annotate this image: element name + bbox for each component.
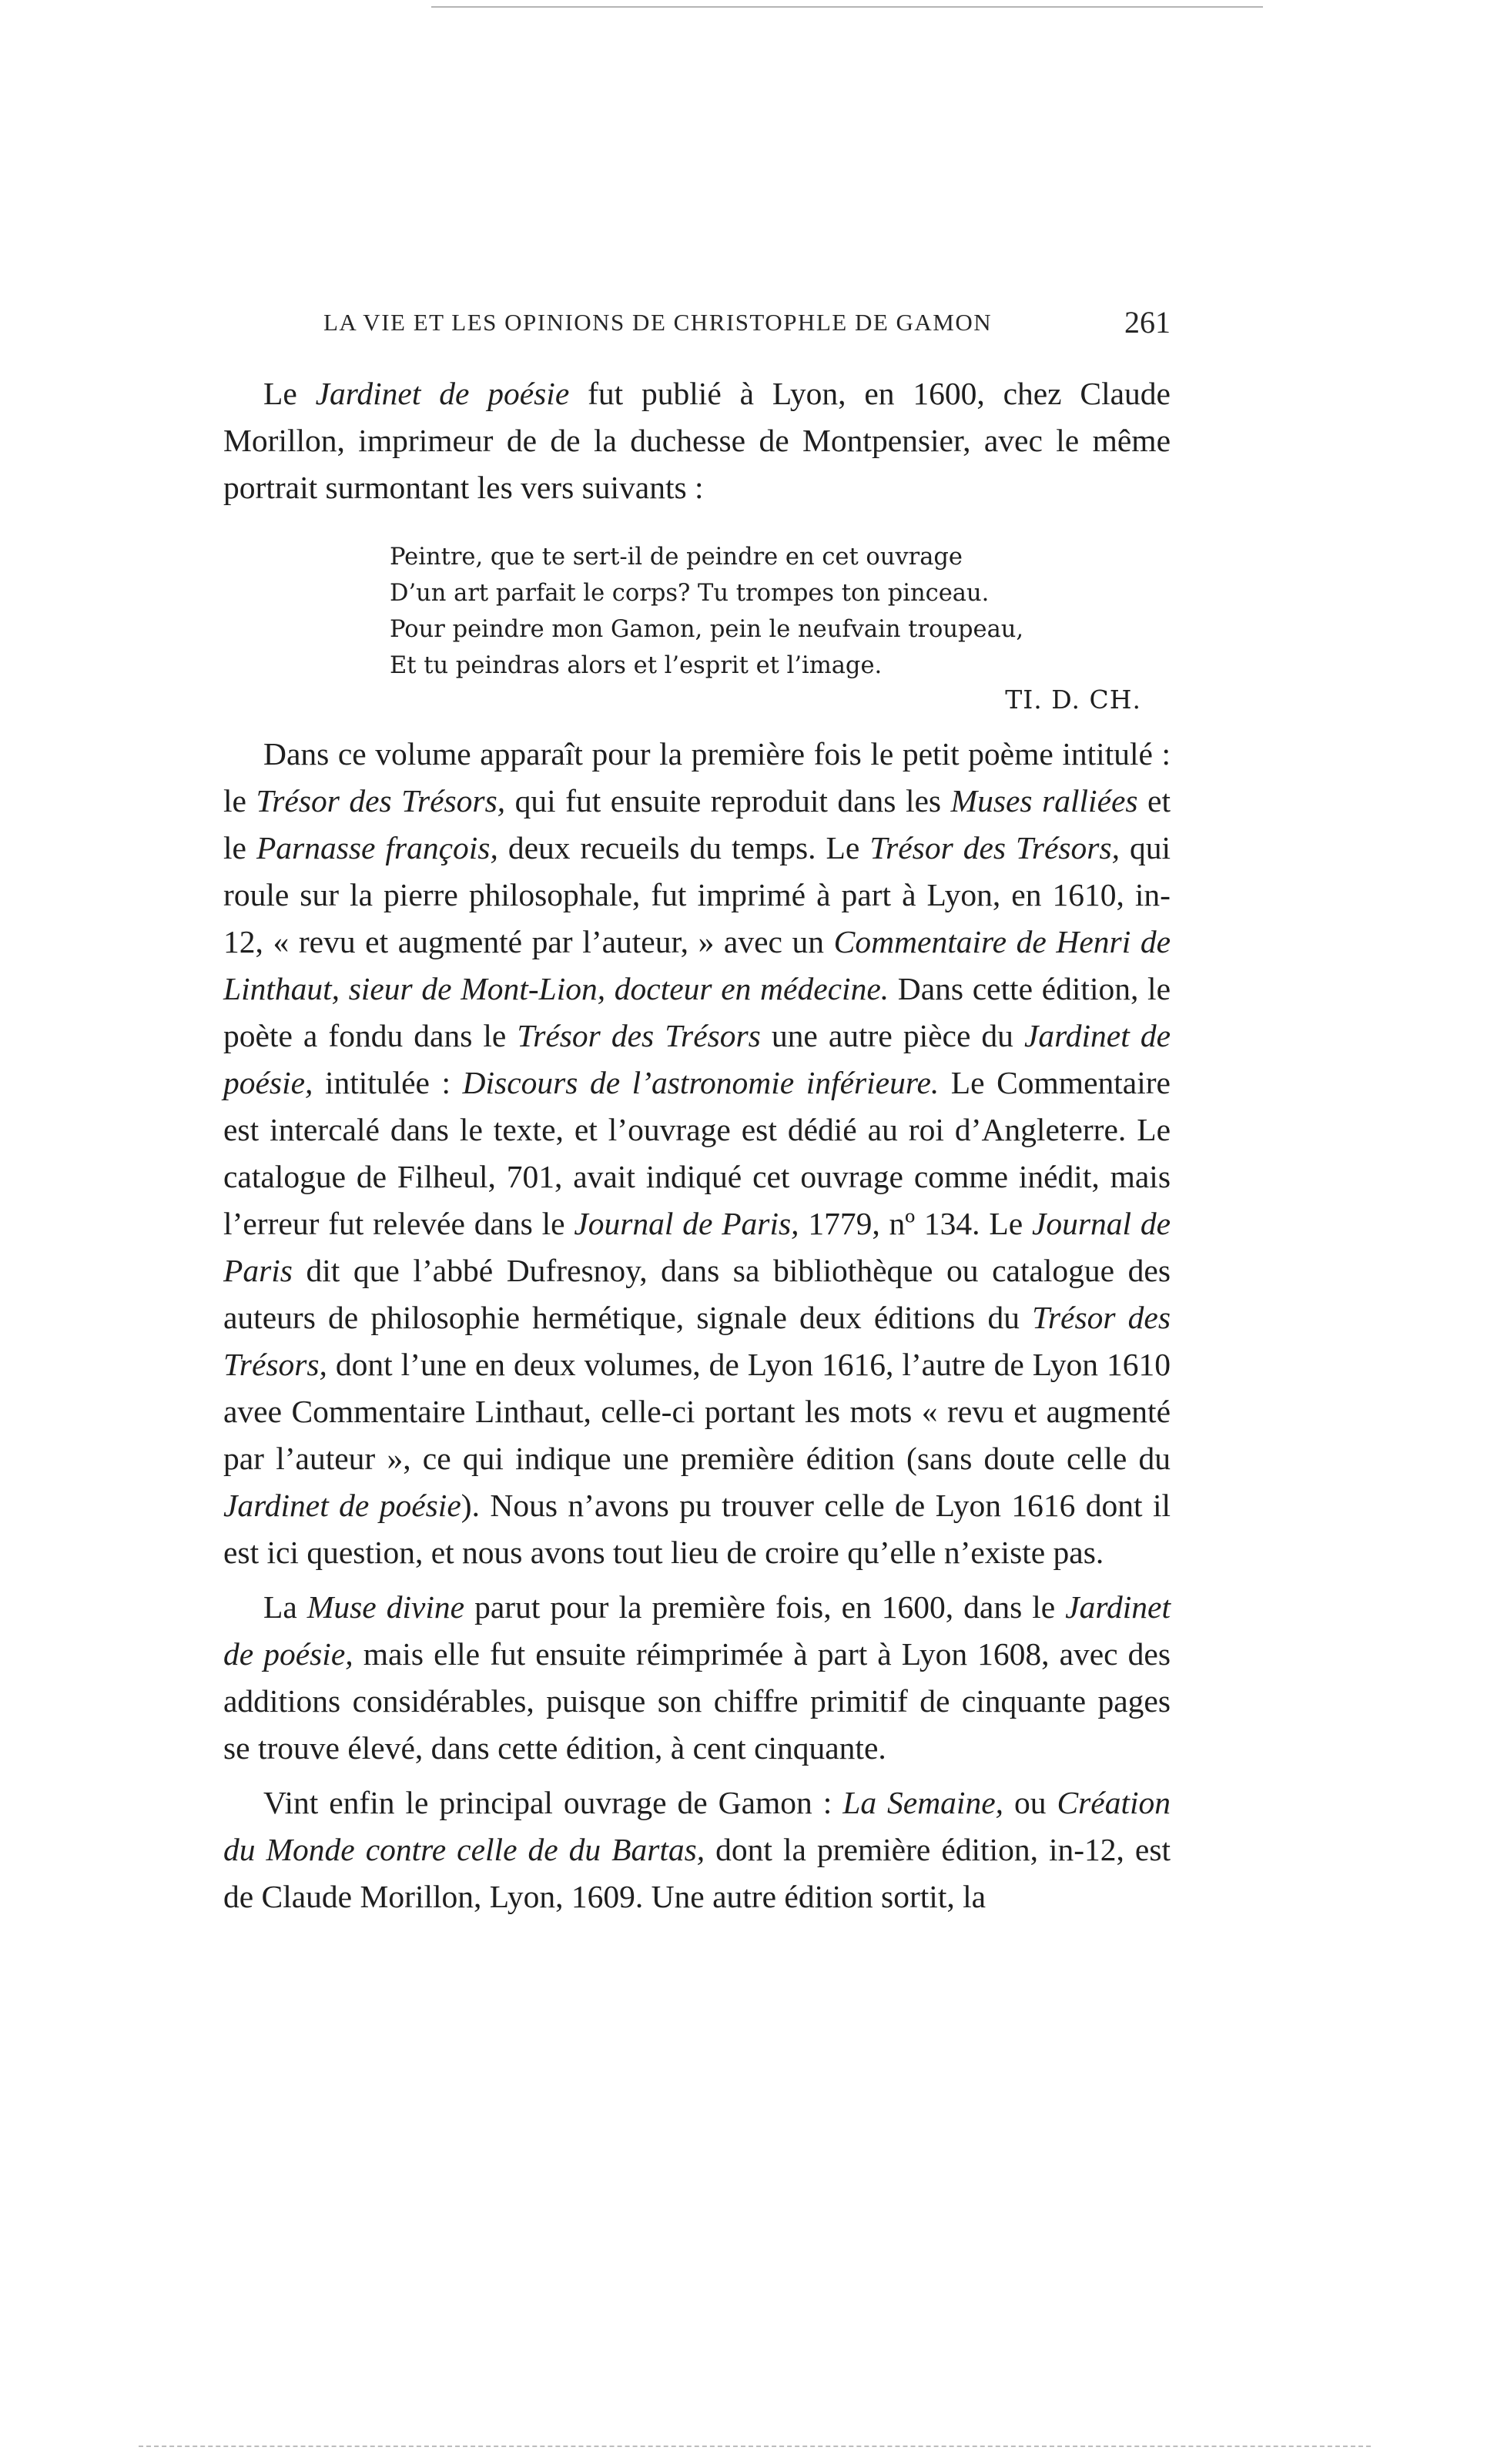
verse-line: D’un art parfait le corps? Tu trompes ton pinceau. <box>390 580 990 607</box>
book-title: Parnasse françois, <box>256 830 498 865</box>
top-scan-rule <box>431 6 1263 8</box>
text-run: dit que l’abbé Dufresnoy, dans sa bibliothèque ou catalogue des auteurs de philosophie hermétique, signale deux éditions du <box>223 1253 1171 1335</box>
text-run: La <box>263 1589 307 1625</box>
text-run: Dans cette édition, le poète a fondu dans le <box>223 971 1171 1053</box>
paragraph-muse-divine <box>223 1584 1171 1772</box>
running-head <box>223 304 1171 347</box>
book-title: Jardinet de poésie <box>315 376 570 411</box>
paragraph-la-semaine <box>223 1779 1171 1920</box>
book-title: Commentaire de Henri de Linthaut, sieur de Mont-Lion, docteur en médecine. <box>223 924 1171 1006</box>
paragraph-jardinet-publication <box>223 370 1171 511</box>
text-run: fut publié à Lyon, en 1600, chez Claude Morillon, imprimeur de de la duchesse de Montpensier, avec le même portrait surmontant les vers suivants : <box>223 376 1171 505</box>
running-title: LA VIE ET LES OPINIONS DE CHRISTOPHLE DE GAMON <box>323 309 993 336</box>
text-run: 1779, nº 134. Le <box>799 1206 1032 1241</box>
book-title: Journal de Paris, <box>574 1206 799 1241</box>
text-run: ). Nous n’avons pu trouver celle de Lyon 1616 dont il est ici question, et nous avons tout lieu de croire qu’elle n’existe pas. <box>223 1488 1171 1570</box>
book-title: Journal de Paris <box>223 1206 1171 1288</box>
page-number: 261 <box>1124 305 1171 340</box>
book-title: Muses ralliées <box>950 783 1138 819</box>
book-title: Muse divine <box>306 1589 465 1625</box>
text-run: et le <box>223 783 1171 865</box>
text-run: Dans ce volume apparaît pour la première fois le petit poème intitulé : le <box>223 736 1171 819</box>
verse-line: Peintre, que te sert-il de peindre en cet ouvrage <box>390 544 963 571</box>
book-title: Jardinet de poésie <box>223 1488 461 1523</box>
text-run: ou <box>1003 1785 1057 1820</box>
book-title: Trésor des Trésors, <box>256 783 506 819</box>
verse-attribution: TI. D. CH. <box>1005 685 1141 715</box>
text-run: deux recueils du temps. Le <box>497 830 870 865</box>
book-title: Trésor des Trésors, <box>869 830 1120 865</box>
text-run: dont l’une en deux volumes, de Lyon 1616, l’autre de Lyon 1610 avee Commentaire Linthaut, celle-ci portant les mots « revu et augmenté par l’auteur », ce qui indique une première édition (sans doute celle du <box>223 1347 1171 1476</box>
book-page <box>223 304 1171 1920</box>
text-run: intitulée : <box>313 1065 463 1100</box>
verse-line: Et tu peindras alors et l’esprit et l’image. <box>390 652 883 679</box>
book-title: Jardinet de poésie, <box>223 1018 1171 1100</box>
book-title: Trésor des Trésors, <box>223 1300 1171 1382</box>
book-title: Création du Monde contre celle de du Bartas, <box>223 1785 1171 1867</box>
text-run: Le Commentaire est intercalé dans le texte, et l’ouvrage est dédié au roi d’Angleterre. Le catalogue de Filheul, 701, avait indiqué cet ouvrage comme inédit, mais l’erreur fut relevée dans le <box>223 1065 1171 1241</box>
text-run: Vint enfin le principal ouvrage de Gamon : <box>263 1785 843 1820</box>
text-run: Le <box>263 376 316 411</box>
text-run: dont la première édition, in-12, est de Claude Morillon, Lyon, 1609. Une autre édition sortit, la <box>223 1832 1171 1914</box>
verse-line: Pour peindre mon Gamon, pein le neufvain troupeau, <box>390 616 1024 643</box>
text-run: parut pour la première fois, en 1600, dans le <box>464 1589 1066 1625</box>
book-title: La Semaine, <box>842 1785 1004 1820</box>
paragraph-tresor-des-tresors <box>223 731 1171 1576</box>
text-run: mais elle fut ensuite réimprimée à part à Lyon 1608, avec des additions considérables, puisque son chiffre primitif de cinquante pages se trouve élevé, dans cette édition, à cent cinquante. <box>223 1636 1171 1766</box>
book-title: Trésor des Trésors <box>517 1018 761 1053</box>
text-run: une autre pièce du <box>760 1018 1024 1053</box>
verse-quotation <box>390 539 1171 715</box>
text-run: qui roule sur la pierre philosophale, fut imprimé à part à Lyon, en 1610, in-12, « revu et augmenté par l’auteur, » avec un <box>223 830 1171 959</box>
bottom-scan-rule <box>139 2446 1371 2447</box>
book-title: Jardinet de poésie, <box>223 1589 1171 1672</box>
text-run: qui fut ensuite reproduit dans les <box>505 783 951 819</box>
book-title: Discours de l’astronomie inférieure. <box>462 1065 940 1100</box>
